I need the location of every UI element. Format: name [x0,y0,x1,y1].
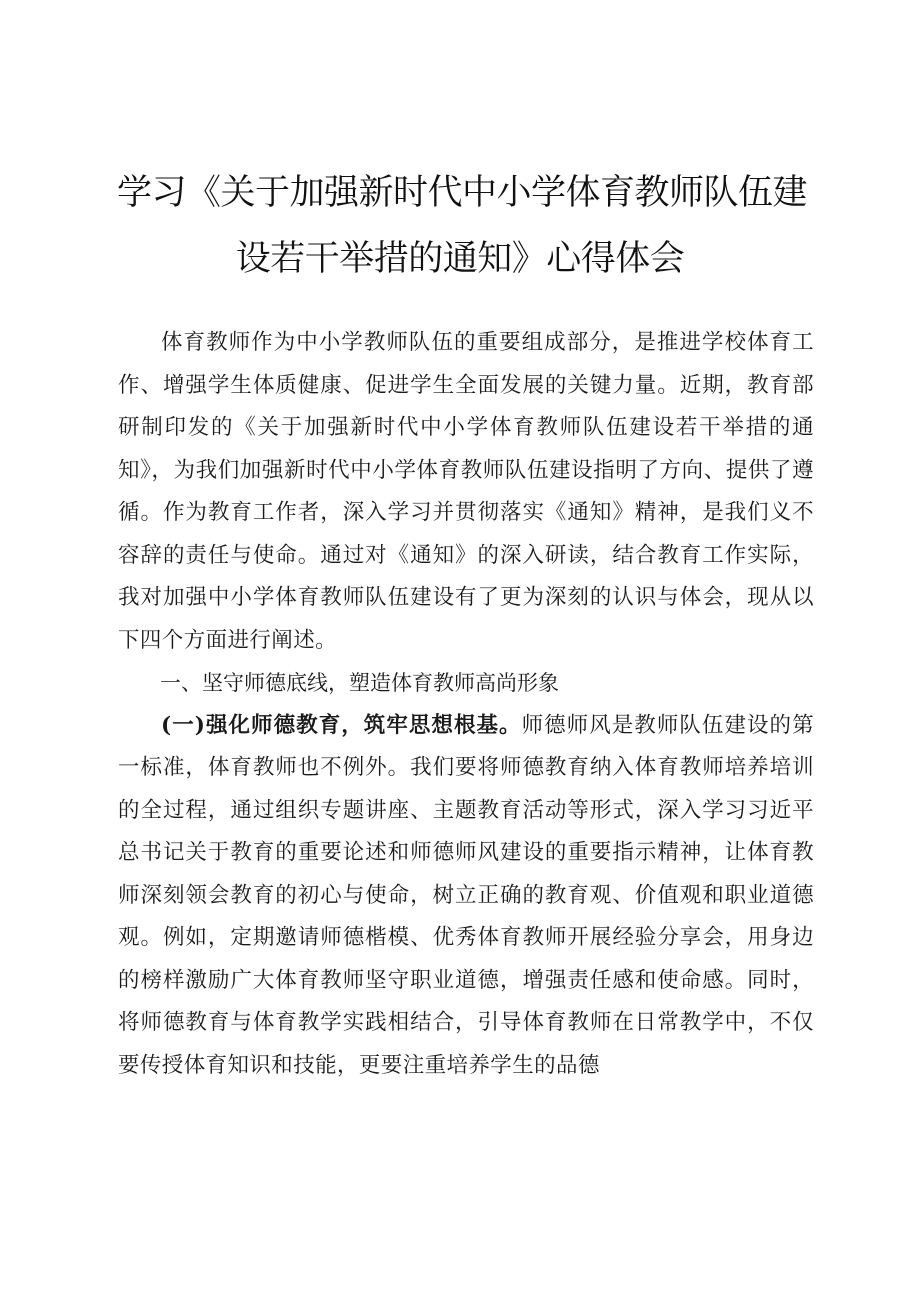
subsection-1-text: 师德师风是教师队伍建设的第一标准，体育教师也不例外。我们要将师德教育纳入体育教师培养培训的全过程，通过组织专题讲座、主题教育活动等形式，深入学习习近平总书记关于教育的重要论述和师德师风建设的重要指示精神，让体育教师深刻领会教育的初心与使命，树立正确的教育观、价值观和职业道德观。例如，定期邀请师德楷模、优秀体育教师开展经验分享会，用身边的榜样激励广大体育教师坚守职业道德，增强责任感和使命感。同时，将师德教育与体育教学实践相结合，引导体育教师在日常教学中，不仅要传授体育知识和技能，更要注重培养学生的品德 [118,712,814,1078]
subsection-1-heading: (一)强化师德教育，筑牢思想根基。 [161,712,522,738]
intro-paragraph: 体育教师作为中小学教师队伍的重要组成部分，是推进学校体育工作、增强学生体质健康、促进学生全面发展的关键力量。近期，教育部研制印发的《关于加强新时代中小学体育教师队伍建设若干举措的通知》，为我们加强新时代中小学体育教师队伍建设指明了方向、提供了遵循。作为教育工作者，深入学习并贯彻落实《通知》精神，是我们义不容辞的责任与使命。通过对《通知》的深入研读，结合教育工作实际，我对加强中小学体育教师队伍建设有了更为深刻的认识与体会，现从以下四个方面进行阐述。 [118,330,814,653]
document-body [118,322,814,1087]
title-line-1: 学习《关于加强新时代中小学体育教师队伍建 [117,173,808,213]
title-line-2: 设若干举措的通知》心得体会 [235,239,685,279]
document-title [105,160,815,292]
section-1-heading: 一、坚守师德底线，塑造体育教师高尚形象 [160,671,559,695]
subsection-1-paragraph [118,705,814,1088]
